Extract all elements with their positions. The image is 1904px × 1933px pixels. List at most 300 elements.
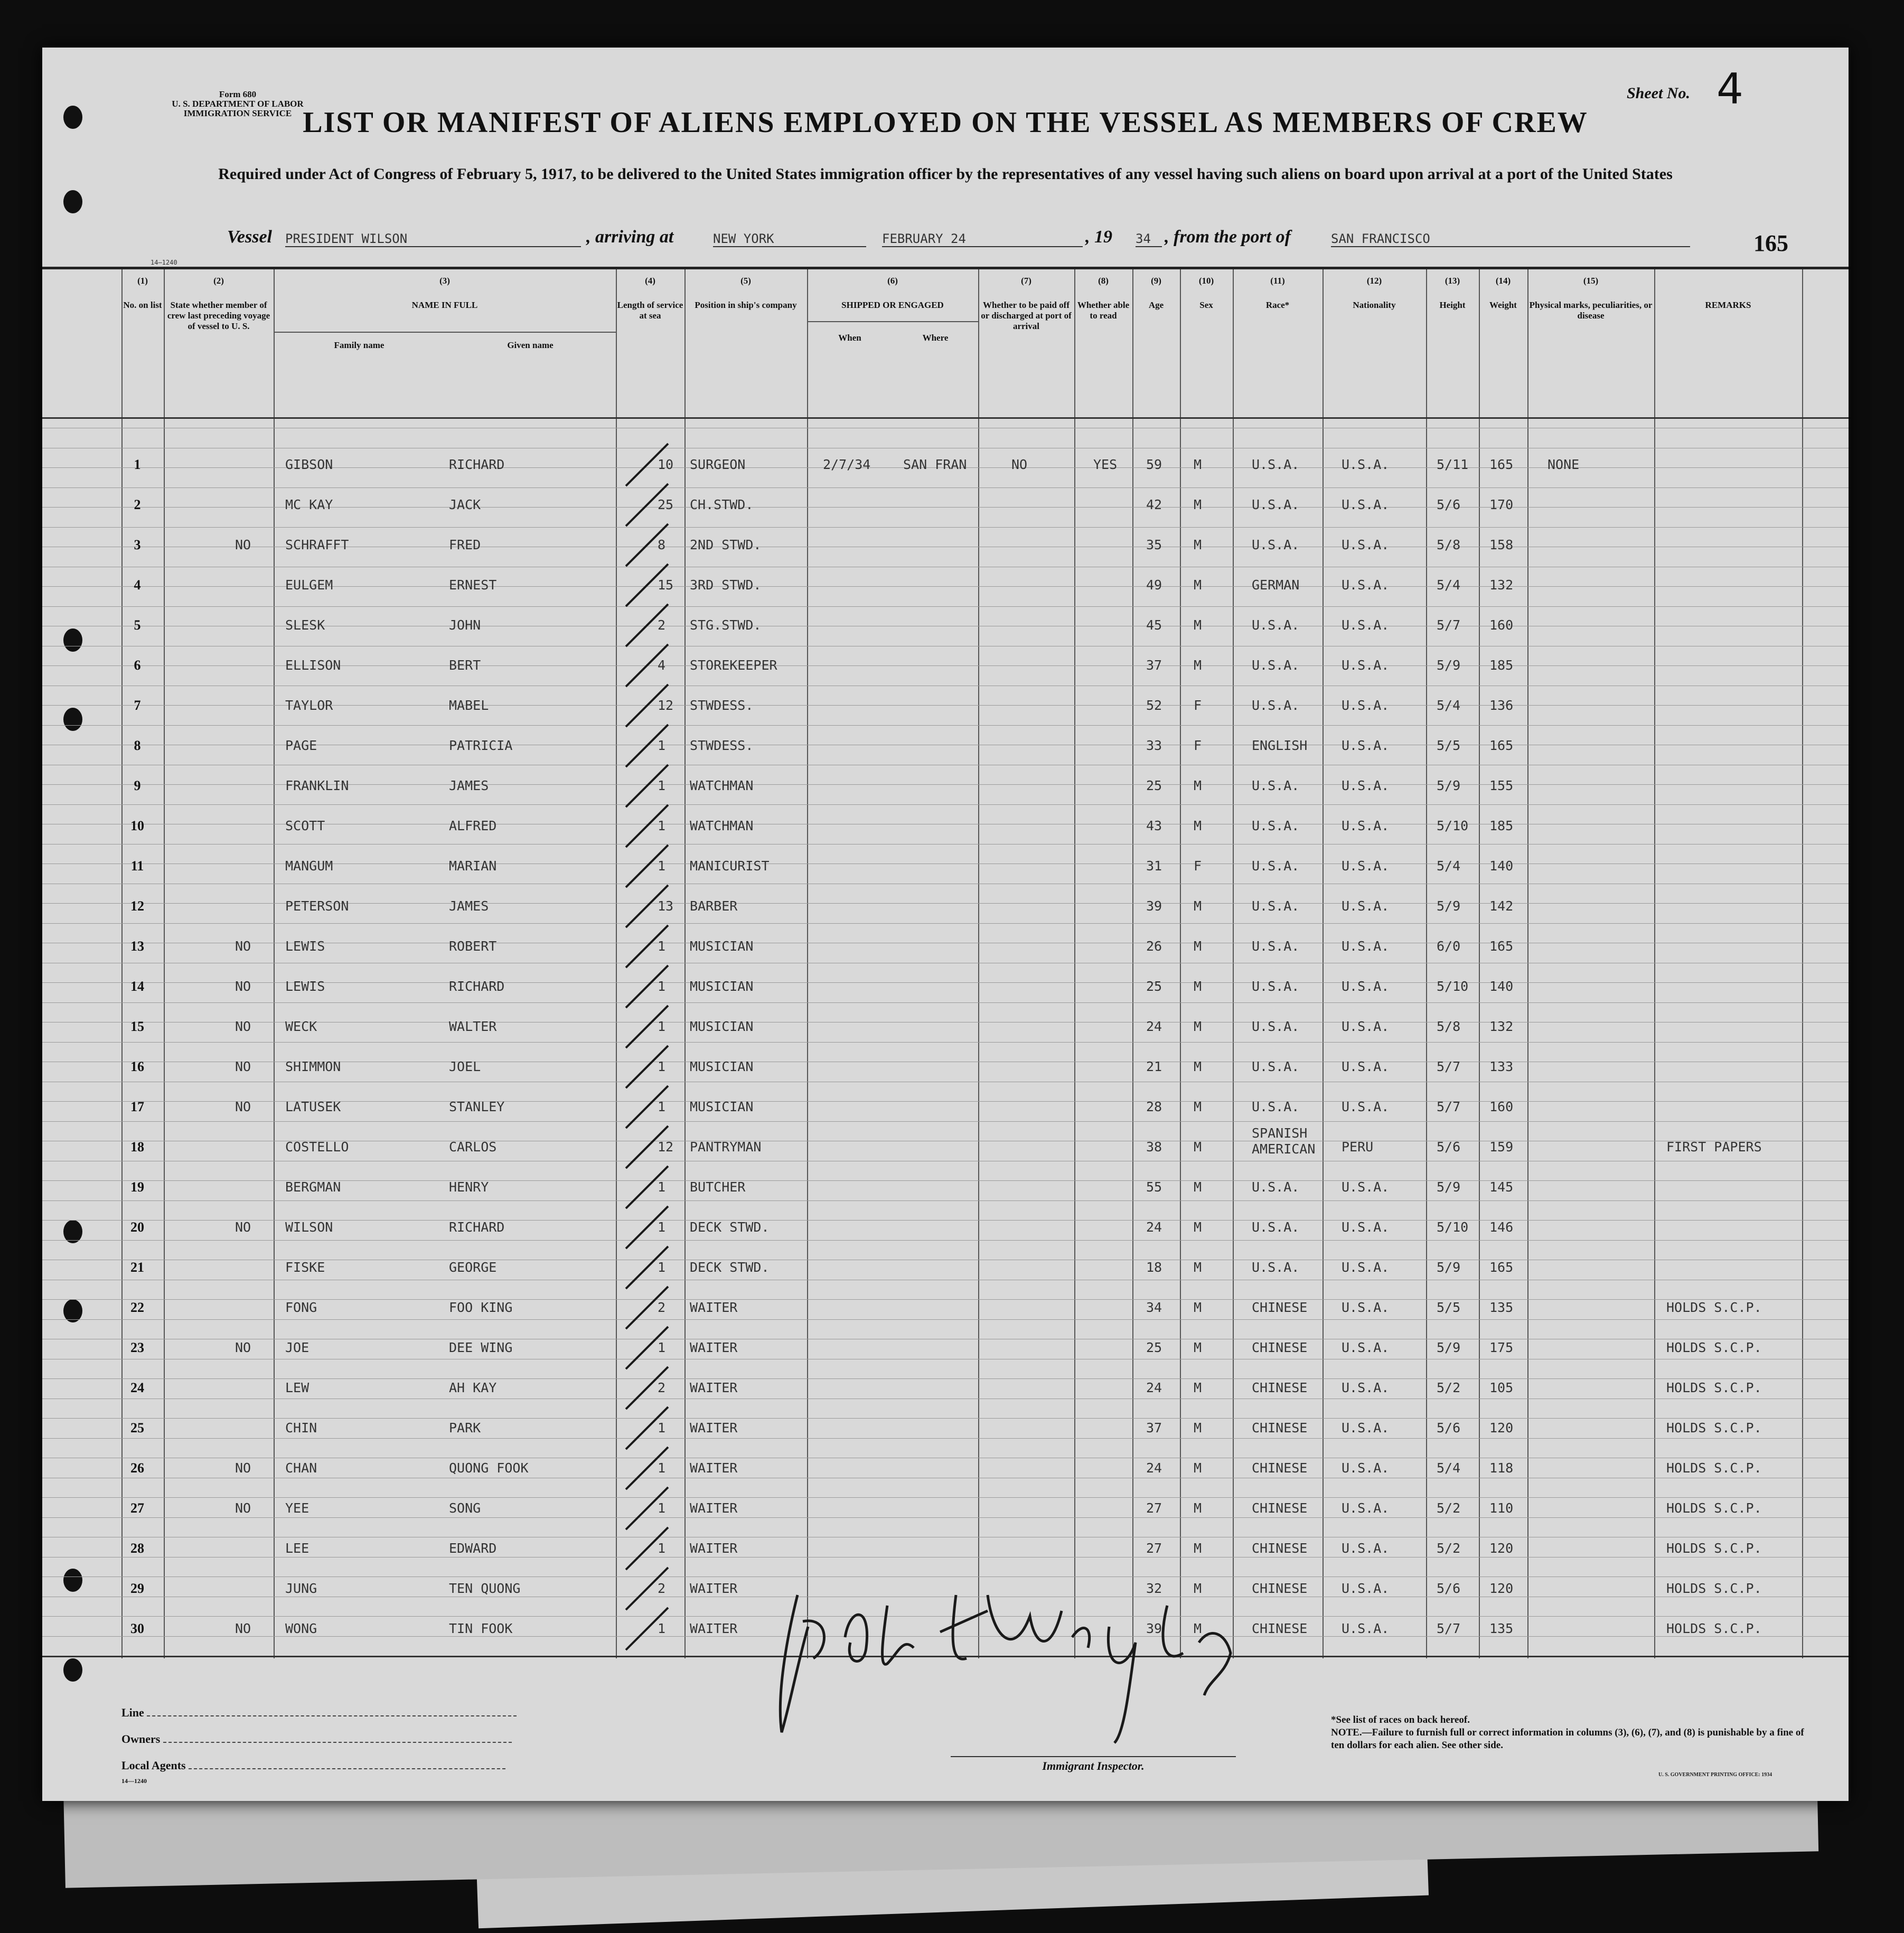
cell-remarks: HOLDS S.C.P. <box>1666 1541 1762 1556</box>
cell-position: WATCHMAN <box>690 818 754 833</box>
signature-graphic <box>766 1574 1252 1753</box>
cell-service: 10 <box>658 457 674 472</box>
column-rule <box>164 269 165 1658</box>
cell-height: 5/8 <box>1437 537 1461 552</box>
cell-service: 1 <box>658 1179 666 1195</box>
cell-nationality: U.S.A. <box>1342 698 1390 713</box>
cell-height: 5/10 <box>1437 818 1469 833</box>
cell-sex: M <box>1194 898 1202 914</box>
cell-family: FISKE <box>285 1260 325 1275</box>
cell-position: DECK STWD. <box>690 1260 770 1275</box>
column-rule <box>1802 269 1803 1658</box>
cell-height: 5/6 <box>1437 497 1461 512</box>
cell-race: CHINESE <box>1252 1500 1308 1516</box>
cell-weight: 146 <box>1489 1219 1514 1235</box>
column-header-c9 <box>1132 269 1180 417</box>
cell-service: 1 <box>658 1099 666 1114</box>
cell-race: U.S.A. <box>1252 1219 1300 1235</box>
cell-race: U.S.A. <box>1252 939 1300 954</box>
cell-family: WILSON <box>285 1219 333 1235</box>
agents-label: Local Agents <box>121 1759 186 1772</box>
cell-position: STOREKEEPER <box>690 658 777 673</box>
cell-height: 5/6 <box>1437 1581 1461 1596</box>
cell-position: 3RD STWD. <box>690 577 762 593</box>
column-rule <box>807 269 808 1658</box>
cell-prev: NO <box>235 1340 251 1355</box>
cell-sex: M <box>1194 1420 1202 1435</box>
cell-race: U.S.A. <box>1252 457 1300 472</box>
cell-position: STWDESS. <box>690 698 754 713</box>
column-header-c5 <box>684 269 807 417</box>
cell-service: 4 <box>658 658 666 673</box>
arrival-port: NEW YORK <box>713 231 866 247</box>
cell-sex: M <box>1194 617 1202 633</box>
column-sublabel: When <box>838 333 861 343</box>
column-sublabel: Given name <box>507 340 554 350</box>
column-number: (3) <box>439 276 450 286</box>
column-header-c6 <box>807 269 978 417</box>
column-rule <box>1654 269 1655 1658</box>
column-rule <box>1479 269 1480 1658</box>
cell-position: MUSICIAN <box>690 1019 754 1034</box>
manifest-sheet <box>42 48 1849 1801</box>
cell-family: GIBSON <box>285 457 333 472</box>
column-label: Race* <box>1265 300 1290 310</box>
cell-no: 9 <box>134 778 141 793</box>
cell-nationality: U.S.A. <box>1342 939 1390 954</box>
cell-age: 24 <box>1146 1460 1162 1476</box>
department: U. S. DEPARTMENT OF LABOR <box>172 99 304 109</box>
cell-prev: NO <box>235 1460 251 1476</box>
cell-nationality: U.S.A. <box>1342 858 1390 874</box>
ruled-line <box>42 606 1849 607</box>
arrival-year: 34 <box>1136 231 1162 247</box>
cell-age: 39 <box>1146 1621 1162 1636</box>
column-sublabel: Family name <box>334 340 384 350</box>
cell-given: JOEL <box>449 1059 481 1074</box>
column-rule <box>1233 269 1234 1658</box>
column-header-c12 <box>1323 269 1426 417</box>
cell-given: HENRY <box>449 1179 489 1195</box>
cell-service: 12 <box>658 698 674 713</box>
cell-weight: 142 <box>1489 898 1514 914</box>
cell-family: JUNG <box>285 1581 317 1596</box>
cell-given: DEE WING <box>449 1340 513 1355</box>
cell-given: QUONG FOOK <box>449 1460 529 1476</box>
cell-sex: M <box>1194 658 1202 673</box>
binder-hole <box>63 1658 82 1682</box>
cell-sex: M <box>1194 979 1202 994</box>
cell-sex: M <box>1194 1219 1202 1235</box>
column-number: (8) <box>1098 276 1109 286</box>
cell-nationality: U.S.A. <box>1342 1621 1390 1636</box>
cell-height: 5/5 <box>1437 1300 1461 1315</box>
cell-height: 5/4 <box>1437 858 1461 874</box>
cell-age: 27 <box>1146 1500 1162 1516</box>
cell-age: 31 <box>1146 858 1162 874</box>
cell-service: 1 <box>658 1460 666 1476</box>
column-rule <box>1074 269 1075 1658</box>
cell-given: ROBERT <box>449 939 497 954</box>
cell-position: MUSICIAN <box>690 979 754 994</box>
cell-given: PARK <box>449 1420 481 1435</box>
cell-remarks: HOLDS S.C.P. <box>1666 1581 1762 1596</box>
cell-nationality: U.S.A. <box>1342 1219 1390 1235</box>
column-label: Height <box>1439 300 1466 310</box>
cell-height: 5/10 <box>1437 1219 1469 1235</box>
cell-sex: F <box>1194 858 1202 874</box>
cell-position: MUSICIAN <box>690 1059 754 1074</box>
cell-no: 23 <box>130 1340 144 1355</box>
cell-weight: 160 <box>1489 1099 1514 1114</box>
cell-nationality: U.S.A. <box>1342 1541 1390 1556</box>
ruled-line <box>42 487 1849 488</box>
cell-given: STANLEY <box>449 1099 505 1114</box>
column-number: (14) <box>1495 276 1511 286</box>
ruled-line <box>42 804 1849 805</box>
cell-age: 33 <box>1146 738 1162 753</box>
cell-weight: 118 <box>1489 1460 1514 1476</box>
cell-weight: 155 <box>1489 778 1514 793</box>
cell-weight: 159 <box>1489 1139 1514 1155</box>
cell-age: 25 <box>1146 979 1162 994</box>
cell-age: 27 <box>1146 1541 1162 1556</box>
cell-given: MARIAN <box>449 858 497 874</box>
cell-remarks: FIRST PAPERS <box>1666 1139 1762 1155</box>
cell-weight: 170 <box>1489 497 1514 512</box>
cell-sex: M <box>1194 1581 1202 1596</box>
column-header-c13 <box>1426 269 1479 417</box>
cell-prev: NO <box>235 939 251 954</box>
cell-weight: 136 <box>1489 698 1514 713</box>
cell-race: SPANISH AMERICAN <box>1252 1125 1316 1157</box>
cell-read: YES <box>1093 457 1118 472</box>
cell-weight: 165 <box>1489 738 1514 753</box>
binder-hole <box>63 190 82 213</box>
column-label: No. on list <box>123 300 162 310</box>
cell-given: JOHN <box>449 617 481 633</box>
cell-sex: M <box>1194 818 1202 833</box>
cell-weight: 185 <box>1489 658 1514 673</box>
cell-nationality: U.S.A. <box>1342 898 1390 914</box>
cell-position: MANICURIST <box>690 858 770 874</box>
column-header-c1 <box>121 269 164 417</box>
cell-race: U.S.A. <box>1252 1179 1300 1195</box>
cell-family: CHIN <box>285 1420 317 1435</box>
cell-sex: M <box>1194 1059 1202 1074</box>
ruled-line <box>42 1438 1849 1439</box>
cell-weight: 165 <box>1489 1260 1514 1275</box>
cell-height: 5/2 <box>1437 1380 1461 1395</box>
cell-family: COSTELLO <box>285 1139 349 1155</box>
cell-prev: NO <box>235 1099 251 1114</box>
arriving-label: , arriving at <box>586 227 674 247</box>
cell-position: DECK STWD. <box>690 1219 770 1235</box>
cell-position: WAITER <box>690 1460 738 1476</box>
cell-height: 5/4 <box>1437 1460 1461 1476</box>
cell-sex: M <box>1194 1541 1202 1556</box>
cell-given: AH KAY <box>449 1380 497 1395</box>
column-number: (15) <box>1583 276 1599 286</box>
cell-position: MUSICIAN <box>690 1099 754 1114</box>
cell-position: WAITER <box>690 1300 738 1315</box>
cell-given: CARLOS <box>449 1139 497 1155</box>
cell-no: 15 <box>130 1019 144 1034</box>
vessel-name: PRESIDENT WILSON <box>285 231 581 247</box>
cell-age: 45 <box>1146 617 1162 633</box>
cell-no: 10 <box>130 818 144 833</box>
cell-nationality: U.S.A. <box>1342 1179 1390 1195</box>
cell-height: 5/11 <box>1437 457 1469 472</box>
column-header-c3 <box>274 269 616 417</box>
cell-service: 1 <box>658 1260 666 1275</box>
cell-remarks: HOLDS S.C.P. <box>1666 1340 1762 1355</box>
ruled-line <box>42 527 1849 528</box>
cell-service: 25 <box>658 497 674 512</box>
column-label: Age <box>1148 300 1164 310</box>
cell-nationality: U.S.A. <box>1342 1019 1390 1034</box>
column-label: Position in ship's company <box>695 300 797 310</box>
cell-position: 2ND STWD. <box>690 537 762 552</box>
cell-family: SLESK <box>285 617 325 633</box>
cell-no: 28 <box>130 1541 144 1556</box>
cell-weight: 135 <box>1489 1621 1514 1636</box>
cell-weight: 135 <box>1489 1300 1514 1315</box>
departure-port: SAN FRANCISCO <box>1331 231 1690 247</box>
cell-no: 19 <box>130 1179 144 1195</box>
cell-service: 1 <box>658 1500 666 1516</box>
cell-age: 21 <box>1146 1059 1162 1074</box>
cell-nationality: U.S.A. <box>1342 658 1390 673</box>
column-number: (12) <box>1366 276 1382 286</box>
cell-nationality: U.S.A. <box>1342 979 1390 994</box>
cell-nationality: U.S.A. <box>1342 577 1390 593</box>
from-label: , from the port of <box>1165 227 1291 247</box>
cell-prev: NO <box>235 1019 251 1034</box>
cell-position: WAITER <box>690 1541 738 1556</box>
year-prefix: , 19 <box>1085 227 1112 247</box>
cell-age: 39 <box>1146 898 1162 914</box>
cell-race: CHINESE <box>1252 1340 1308 1355</box>
cell-no: 1 <box>134 457 141 472</box>
cell-remarks: HOLDS S.C.P. <box>1666 1380 1762 1395</box>
cell-nationality: U.S.A. <box>1342 457 1390 472</box>
cell-service: 1 <box>658 1340 666 1355</box>
cell-height: 5/6 <box>1437 1420 1461 1435</box>
cell-no: 8 <box>134 738 141 753</box>
cell-position: WATCHMAN <box>690 778 754 793</box>
cell-age: 24 <box>1146 1219 1162 1235</box>
cell-service: 2 <box>658 617 666 633</box>
cell-position: WAITER <box>690 1621 738 1636</box>
cell-family: MANGUM <box>285 858 333 874</box>
cell-family: CHAN <box>285 1460 317 1476</box>
cell-position: WAITER <box>690 1380 738 1395</box>
column-number: (4) <box>645 276 655 286</box>
cell-no: 5 <box>134 617 141 633</box>
page-number: 165 <box>1753 230 1788 256</box>
cell-marks: NONE <box>1547 457 1580 472</box>
column-header-c15 <box>1527 269 1654 417</box>
cell-race: U.S.A. <box>1252 1260 1300 1275</box>
ruled-line <box>42 1042 1849 1043</box>
cell-no: 29 <box>130 1581 144 1596</box>
column-number: (1) <box>137 276 148 286</box>
cell-position: BUTCHER <box>690 1179 746 1195</box>
cell-prev: NO <box>235 1059 251 1074</box>
cell-prev: NO <box>235 1219 251 1235</box>
cell-weight: 165 <box>1489 939 1514 954</box>
cell-race: U.S.A. <box>1252 1019 1300 1034</box>
cell-age: 43 <box>1146 818 1162 833</box>
cell-sex: M <box>1194 1500 1202 1516</box>
cell-nationality: U.S.A. <box>1342 1380 1390 1395</box>
cell-given: RICHARD <box>449 979 505 994</box>
cell-weight: 120 <box>1489 1581 1514 1596</box>
ruled-line <box>42 1418 1849 1419</box>
cell-age: 34 <box>1146 1300 1162 1315</box>
ruled-line <box>42 1121 1849 1122</box>
vessel-line <box>227 227 1812 259</box>
column-rule <box>1180 269 1181 1658</box>
cell-age: 26 <box>1146 939 1162 954</box>
cell-service: 1 <box>658 858 666 874</box>
cell-no: 13 <box>130 939 144 954</box>
column-number: (7) <box>1021 276 1031 286</box>
cell-age: 38 <box>1146 1139 1162 1155</box>
column-number: (10) <box>1198 276 1214 286</box>
cell-no: 12 <box>130 898 144 914</box>
cell-family: PETERSON <box>285 898 349 914</box>
cell-family: FRANKLIN <box>285 778 349 793</box>
cell-no: 21 <box>130 1260 144 1275</box>
cell-race: U.S.A. <box>1252 617 1300 633</box>
column-rule <box>1132 269 1133 1658</box>
cell-race: CHINESE <box>1252 1300 1308 1315</box>
cell-sex: M <box>1194 1139 1202 1155</box>
inspector-label: Immigrant Inspector. <box>951 1756 1236 1773</box>
cell-race: U.S.A. <box>1252 537 1300 552</box>
cell-age: 24 <box>1146 1380 1162 1395</box>
cell-weight: 105 <box>1489 1380 1514 1395</box>
cell-sex: M <box>1194 1340 1202 1355</box>
ruled-line <box>42 1319 1849 1320</box>
column-label: SHIPPED OR ENGAGED <box>807 300 978 322</box>
cell-given: RICHARD <box>449 1219 505 1235</box>
cell-age: 18 <box>1146 1260 1162 1275</box>
cell-prev: NO <box>235 979 251 994</box>
cell-prev: NO <box>235 1621 251 1636</box>
cell-position: SURGEON <box>690 457 746 472</box>
column-sublabel: Where <box>922 333 949 343</box>
legal-note <box>1331 1714 1806 1752</box>
cell-race: ENGLISH <box>1252 738 1308 753</box>
column-rule <box>978 269 979 1658</box>
cell-service: 8 <box>658 537 666 552</box>
cell-family: SCHRAFFT <box>285 537 349 552</box>
sheet-label: Sheet No. <box>1627 85 1690 102</box>
cell-nationality: U.S.A. <box>1342 818 1390 833</box>
service-check-mark <box>621 1605 684 1653</box>
cell-position: WAITER <box>690 1420 738 1435</box>
cell-nationality: U.S.A. <box>1342 1581 1390 1596</box>
cell-race: CHINESE <box>1252 1621 1308 1636</box>
cell-sex: M <box>1194 939 1202 954</box>
cell-no: 22 <box>130 1300 144 1315</box>
column-label: Physical marks, peculiarities, or disease <box>1529 300 1653 321</box>
cell-no: 20 <box>130 1219 144 1235</box>
cell-no: 26 <box>130 1460 144 1476</box>
cell-family: JOE <box>285 1340 309 1355</box>
column-label: Nationality <box>1353 300 1396 310</box>
inspector-signature <box>766 1574 1252 1753</box>
column-label: Length of service at sea <box>617 300 683 321</box>
cell-nationality: U.S.A. <box>1342 1260 1390 1275</box>
cell-race: U.S.A. <box>1252 698 1300 713</box>
cell-weight: 175 <box>1489 1340 1514 1355</box>
cell-position: WAITER <box>690 1581 738 1596</box>
cell-nationality: U.S.A. <box>1342 1460 1390 1476</box>
footer-fields <box>121 1706 517 1785</box>
cell-service: 2 <box>658 1581 666 1596</box>
cell-given: FOO KING <box>449 1300 513 1315</box>
cell-position: STG.STWD. <box>690 617 762 633</box>
column-header-c8 <box>1074 269 1132 417</box>
cell-family: YEE <box>285 1500 309 1516</box>
cell-nationality: U.S.A. <box>1342 537 1390 552</box>
cell-weight: 140 <box>1489 979 1514 994</box>
cell-family: LATUSEK <box>285 1099 341 1114</box>
cell-service: 1 <box>658 1541 666 1556</box>
vessel-label: Vessel <box>227 227 272 247</box>
cell-service: 12 <box>658 1139 674 1155</box>
cell-family: WECK <box>285 1019 317 1034</box>
sheet-value: 4 <box>1717 64 1743 114</box>
cell-no: 6 <box>134 658 141 673</box>
cell-age: 59 <box>1146 457 1162 472</box>
crew-table <box>42 259 1849 1658</box>
cell-paid: NO <box>1011 457 1028 472</box>
cell-prev: NO <box>235 1500 251 1516</box>
cell-race: U.S.A. <box>1252 1099 1300 1114</box>
column-rule <box>1323 269 1324 1658</box>
cell-race: CHINESE <box>1252 1420 1308 1435</box>
cell-height: 5/9 <box>1437 658 1461 673</box>
cell-service: 1 <box>658 979 666 994</box>
ruled-line <box>42 1497 1849 1498</box>
cell-family: LEWIS <box>285 979 325 994</box>
cell-nationality: U.S.A. <box>1342 497 1390 512</box>
cell-weight: 160 <box>1489 617 1514 633</box>
column-header-c4 <box>616 269 684 417</box>
cell-weight: 165 <box>1489 457 1514 472</box>
column-label: NAME IN FULL <box>274 300 616 333</box>
cell-nationality: U.S.A. <box>1342 1500 1390 1516</box>
cell-weight: 158 <box>1489 537 1514 552</box>
cell-height: 5/10 <box>1437 979 1469 994</box>
column-header-c16 <box>1654 269 1802 417</box>
cell-age: 55 <box>1146 1179 1162 1195</box>
footer-form-code: 14—1240 <box>121 1777 147 1785</box>
column-label: Whether to be paid off or discharged at port of arrival <box>981 300 1072 331</box>
cell-nationality: U.S.A. <box>1342 778 1390 793</box>
cell-when: 2/7/34 <box>823 457 871 472</box>
cell-given: TIN FOOK <box>449 1621 513 1636</box>
cell-service: 1 <box>658 778 666 793</box>
cell-age: 25 <box>1146 1340 1162 1355</box>
column-rule <box>274 269 275 1658</box>
ruled-line <box>42 1378 1849 1379</box>
